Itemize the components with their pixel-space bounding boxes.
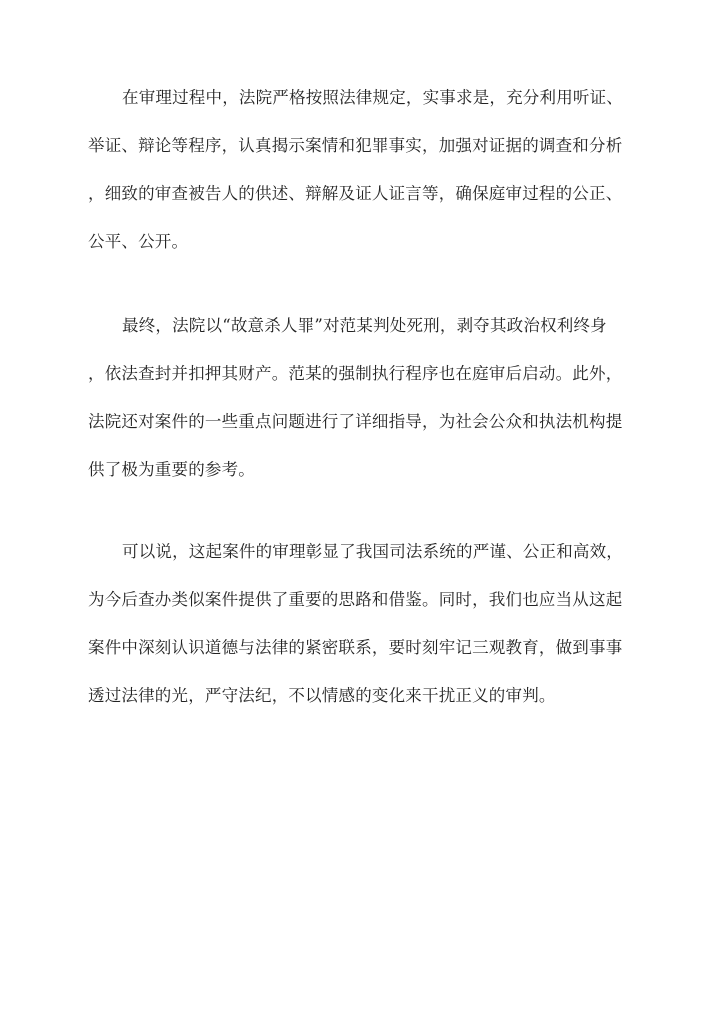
paragraph-line: ，依法查封并扣押其财产。范某的强制执行程序也在庭审后启动。此外， <box>88 364 623 383</box>
paragraph-line: 最终，法院以“故意杀人罪”对范某判处死刑，剥夺其政治权利终身 <box>122 316 607 335</box>
paragraph-trial-process <box>88 86 636 278</box>
paragraph-line: 公平、公开。 <box>88 232 189 251</box>
paragraph-verdict <box>88 314 636 506</box>
paragraph-line: 在审理过程中，法院严格按照法律规定，实事求是，充分利用听证、 <box>122 88 623 107</box>
paragraph-line: 法院还对案件的一些重点问题进行了详细指导，为社会公众和执法机构提 <box>88 412 623 431</box>
paragraph-line: 为今后查办类似案件提供了重要的思路和借鉴。同时，我们也应当从这起 <box>88 590 623 609</box>
paragraph-line: 举证、辩论等程序，认真揭示案情和犯罪事实，加强对证据的调查和分析 <box>88 136 623 155</box>
paragraph-line: ，细致的审查被告人的供述、辩解及证人证言等，确保庭审过程的公正、 <box>88 184 623 203</box>
paragraph-line: 透过法律的光，严守法纪，不以情感的变化来干扰正义的审判。 <box>88 686 556 705</box>
paragraph-line: 案件中深刻认识道德与法律的紧密联系，要时刻牢记三观教育，做到事事 <box>88 638 623 657</box>
paragraph-line: 可以说，这起案件的审理彰显了我国司法系统的严谨、公正和高效， <box>122 542 623 561</box>
paragraph-line: 供了极为重要的参考。 <box>88 460 255 479</box>
paragraph-conclusion <box>88 540 636 732</box>
